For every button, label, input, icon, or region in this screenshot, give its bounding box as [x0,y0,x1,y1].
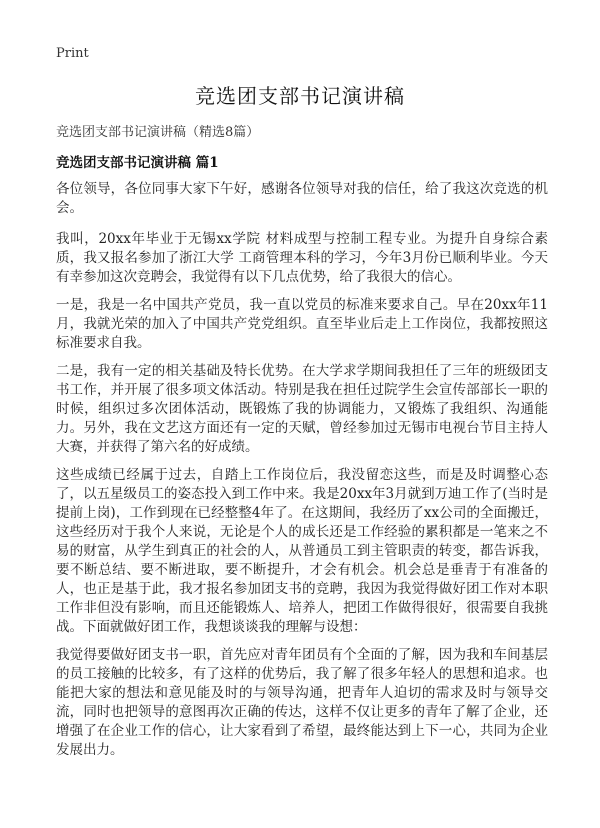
paragraph-introduction: 我叫，20xx年毕业于无锡xx学院 材料成型与控制工程专业。为提升自身综合素质，我又报名参加了浙江大学 工商管理本科的学习，今年3月份已顺利毕业。今天有幸参加这次竞聘会，我觉得有以下几点优势，给了我很大的信心。 [56,231,548,285]
paragraph-advantage-two: 二是，我有一定的相关基础及特长优势。在大学求学期间我担任了三年的班级团支书工作，并开展了很多项文体活动。特别是我在担任过院学生会宣传部部长一职的时候，组织过多次团体活动，既锻炼了我的协调能力，又锻炼了我组织、沟通能力。另外，我在文艺这方面还有一定的天赋，曾经参加过无锡市电视台节目主持人大赛，并获得了第六名的好成绩。 [56,363,548,455]
section-heading: 竞选团支部书记演讲稿 篇1 [56,155,219,171]
paragraph-greeting: 各位领导，各位同事大家下午好，感谢各位领导对我的信任，给了我这次竞选的机会。 [56,181,548,216]
print-label[interactable]: Print [56,46,89,61]
paragraph-experience: 这些成绩已经属于过去，自踏上工作岗位后，我没留恋这些，而是及时调整心态了，以五星级员工的姿态投入到工作中来。我是20xx年3月就到万迪工作了(当时是提前上岗)，工作到现在已经整整4年了。在这期间，我经历了xx公司的全面搬迁，这些经历对于我个人来说，无论是个人的成长还是工作经验的累积都是一笔来之不易的财富，从学生到真正的社会的人，从普通员工到主管职责的转变，都告诉我，要不断总结、要不断进取，要不断提升，才会有机会。机会总是垂青于有准备的人，也正是基于此，我才报名参加团支书的竞聘，我因为我觉得做好团工作对本职工作非但没有影响，而且还能锻炼人、培养人，把团工作做得很好，很需要自我挑战。下面就做好团工作，我想谈谈我的理解与设想： [56,467,548,635]
document-subtitle: 竞选团支部书记演讲稿（精选8篇） [56,125,260,140]
paragraph-advantage-one: 一是，我是一名中国共产党员，我一直以党员的标准来要求自己。早在20xx年11月，我就光荣的加入了中国共产党党组织。直至毕业后走上工作岗位，我都按照这标准要求自我。 [56,297,548,351]
document-title: 竞选团支部书记演讲稿 [195,84,405,108]
paragraph-vision: 我觉得要做好团支书一职，首先应对青年团员有个全面的了解，因为我和车间基层的员工接触的比较多，有了这样的优势后，我了解了很多年轻人的思想和追求。也能把大家的想法和意见能及时的与领导沟通，把青年人迫切的需求及时与领导交流，同时也把领导的意图再次正确的传达，这样不仅让更多的青年了解了企业，还增强了在企业工作的信心，让大家看到了希望，最终能达到上下一心，共同为企业发展出力。 [56,647,548,758]
